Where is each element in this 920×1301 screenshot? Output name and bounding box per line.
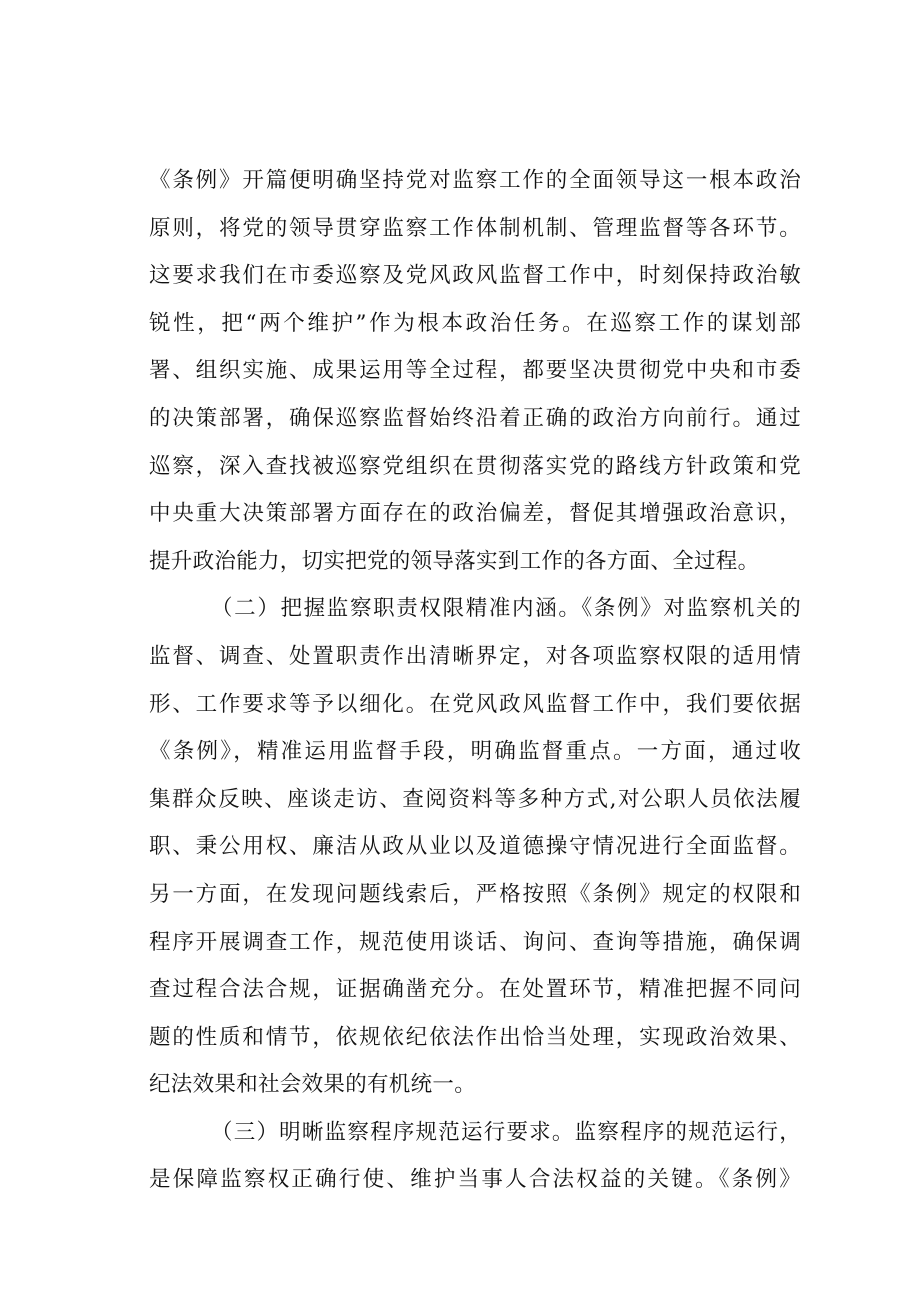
text-line: （二）把握监察职责权限精准内涵。《条例》对监察机关的 (211, 596, 801, 622)
text-line: 中央重大决策部署方面存在的政治偏差，督促其增强政治意识， (149, 501, 801, 527)
document-body (149, 157, 801, 1204)
text-line: 原则，将党的领导贯穿监察工作体制机制、管理监督等各环节。 (149, 215, 801, 241)
text-line: 题的性质和情节，依规依纪依法作出恰当处理，实现政治效果、 (149, 1024, 801, 1050)
paragraph-3 (149, 1109, 801, 1204)
text-line: 是保障监察权正确行使、维护当事人合法权益的关键。《条例》 (149, 1167, 801, 1193)
text-line: 这要求我们在市委巡察及党风政风监督工作中，时刻保持政治敏 (149, 263, 801, 289)
text-line: 锐性，把“两个维护”作为根本政治任务。在巡察工作的谋划部 (149, 310, 801, 336)
text-line: 程序开展调查工作，规范使用谈话、询问、查询等措施，确保调 (149, 929, 801, 955)
text-line: 《条例》开篇便明确坚持党对监察工作的全面领导这一根本政治 (149, 168, 801, 193)
text-line: 《条例》，精准运用监督手段，明确监督重点。一方面，通过收 (149, 739, 801, 765)
text-line: 署、组织实施、成果运用等全过程，都要坚决贯彻党中央和市委 (149, 358, 801, 384)
paragraph-2 (149, 585, 801, 1109)
text-line: 监督、调查、处置职责作出清晰界定，对各项监察权限的适用情 (149, 643, 801, 669)
text-line: 纪法效果和社会效果的有机统一。 (149, 1072, 477, 1098)
text-line: 的决策部署，确保巡察监督始终沿着正确的政治方向前行。通过 (149, 405, 801, 431)
text-line: 职、秉公用权、廉洁从政从业以及道德操守情况进行全面监督。 (149, 834, 801, 860)
text-line: 查过程合法合规，证据确凿充分。在处置环节，精准把握不同问 (149, 977, 801, 1003)
text-line: 集群众反映、座谈走访、查阅资料等多种方式,对公职人员依法履 (149, 786, 801, 812)
text-line: 巡察，深入查找被巡察党组织在贯彻落实党的路线方针政策和党 (149, 453, 801, 479)
text-line: 提升政治能力，切实把党的领导落实到工作的各方面、全过程。 (149, 548, 760, 574)
text-line: （三）明晰监察程序规范运行要求。监察程序的规范运行， (211, 1119, 801, 1145)
text-line: 另一方面，在发现问题线索后，严格按照《条例》规定的权限和 (149, 881, 801, 907)
text-line: 形、工作要求等予以细化。在党风政风监督工作中，我们要依据 (149, 691, 801, 717)
paragraph-1 (149, 157, 801, 585)
